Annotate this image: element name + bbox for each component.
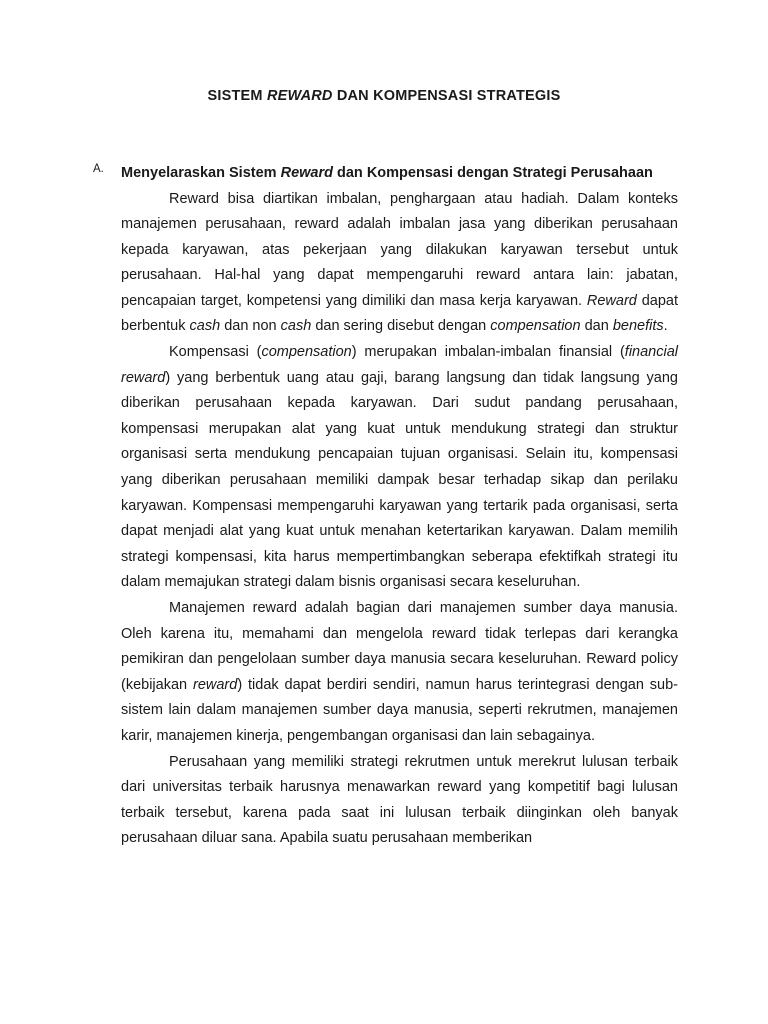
- p3-text: Manajemen reward adalah bagian dari manajemen sumber daya manusia. Oleh karena itu, memahami dan mengelola reward tidak terlepas dari kerangka pemikiran dan pengelolaan sumber daya manusia secara keseluruhan. Reward policy (kebijakan: [121, 600, 678, 693]
- section-letter: A.: [93, 163, 104, 175]
- section-heading: [93, 161, 678, 187]
- section-title-text-2: dan Kompensasi dengan Strategi Perusahaan: [332, 165, 653, 181]
- paragraph-2: [121, 340, 678, 596]
- p1-text: dapat berbentuk: [121, 292, 678, 335]
- p3-text: ) tidak dapat berdiri sendiri, namun harus terintegrasi dengan sub-sistem lain dalam manajemen sumber daya manusia, seperti rekrutmen, manajemen karir, manajemen kinerja, pengembangan organisasi dan lain sebagainya.: [121, 676, 678, 744]
- p1-text: dan sering disebut dengan: [311, 318, 491, 335]
- p4-text: Perusahaan yang memiliki strategi rekrutmen untuk merekrut lulusan terbaik dari universitas terbaik harusnya menawarkan reward yang kompetitif bagi lulusan terbaik tersebut, karena pada saat ini lulusan terbaik diinginkan oleh banyak perusahaan diluar sana. Apabila suatu perusahaan memberikan: [121, 753, 678, 847]
- p1-text: .: [663, 318, 668, 335]
- paragraph-1: [121, 187, 678, 341]
- p2-italic: compensation: [261, 344, 352, 361]
- p1-text: dan non: [220, 318, 281, 335]
- p1-italic: benefits: [612, 318, 664, 335]
- p2-italic: financial reward: [121, 344, 678, 386]
- p1-italic: cash: [189, 318, 221, 335]
- p1-italic: compensation: [490, 318, 581, 335]
- section-title-italic: Reward: [280, 165, 333, 181]
- section-a: [93, 161, 678, 852]
- p2-text: Kompensasi (: [169, 344, 262, 361]
- title-text-2: DAN KOMPENSASI STRATEGIS: [332, 88, 561, 104]
- title-text-1: SISTEM: [207, 88, 267, 104]
- p1-text: Reward bisa diartikan imbalan, penghargaan atau hadiah. Dalam konteks manajemen perusahaan, reward adalah imbalan jasa yang diberikan perusahaan kepada karyawan, atas pekerjaan yang dilakukan karyawan tersebut untuk perusahaan. Hal-hal yang dapat mempengaruhi reward antara lain: jabatan, pencapaian target, kompetensi yang dimiliki dan masa kerja karyawan.: [121, 190, 678, 309]
- p2-text: ) merupakan imbalan-imbalan finansial (: [351, 344, 625, 361]
- section-title-text-1: Menyelaraskan Sistem: [121, 165, 281, 181]
- p1-text: dan: [580, 318, 613, 335]
- title-text-italic: REWARD: [266, 88, 333, 104]
- section-title: [121, 161, 678, 187]
- p1-italic: cash: [280, 318, 312, 335]
- paragraph-3: [121, 596, 678, 750]
- section-body: [121, 187, 678, 852]
- document-title: [0, 88, 768, 104]
- p3-italic: reward: [192, 676, 238, 693]
- paragraph-4: [121, 750, 678, 852]
- p1-italic: Reward: [586, 292, 637, 309]
- p2-text: ) yang berbentuk uang atau gaji, barang langsung dan tidak langsung yang diberikan perusahaan kepada karyawan. Dari sudut pandang perusahaan, kompensasi merupakan alat yang kuat untuk mendukung strategi dan struktur organisasi serta mendukung pencapaian tujuan organisasi. Selain itu, kompensasi yang diberikan perusahaan memiliki dampak besar terhadap sikap dan perilaku karyawan. Kompensasi mempengaruhi karyawan yang tertarik pada organisasi, serta dapat menjadi alat yang kuat untuk menahan ketertarikan karyawan. Dalam memilih strategi kompensasi, kita harus mempertimbangkan seberapa efektifkah strategi itu dalam memajukan strategi dalam bisnis organisasi secara keseluruhan.: [121, 369, 678, 591]
